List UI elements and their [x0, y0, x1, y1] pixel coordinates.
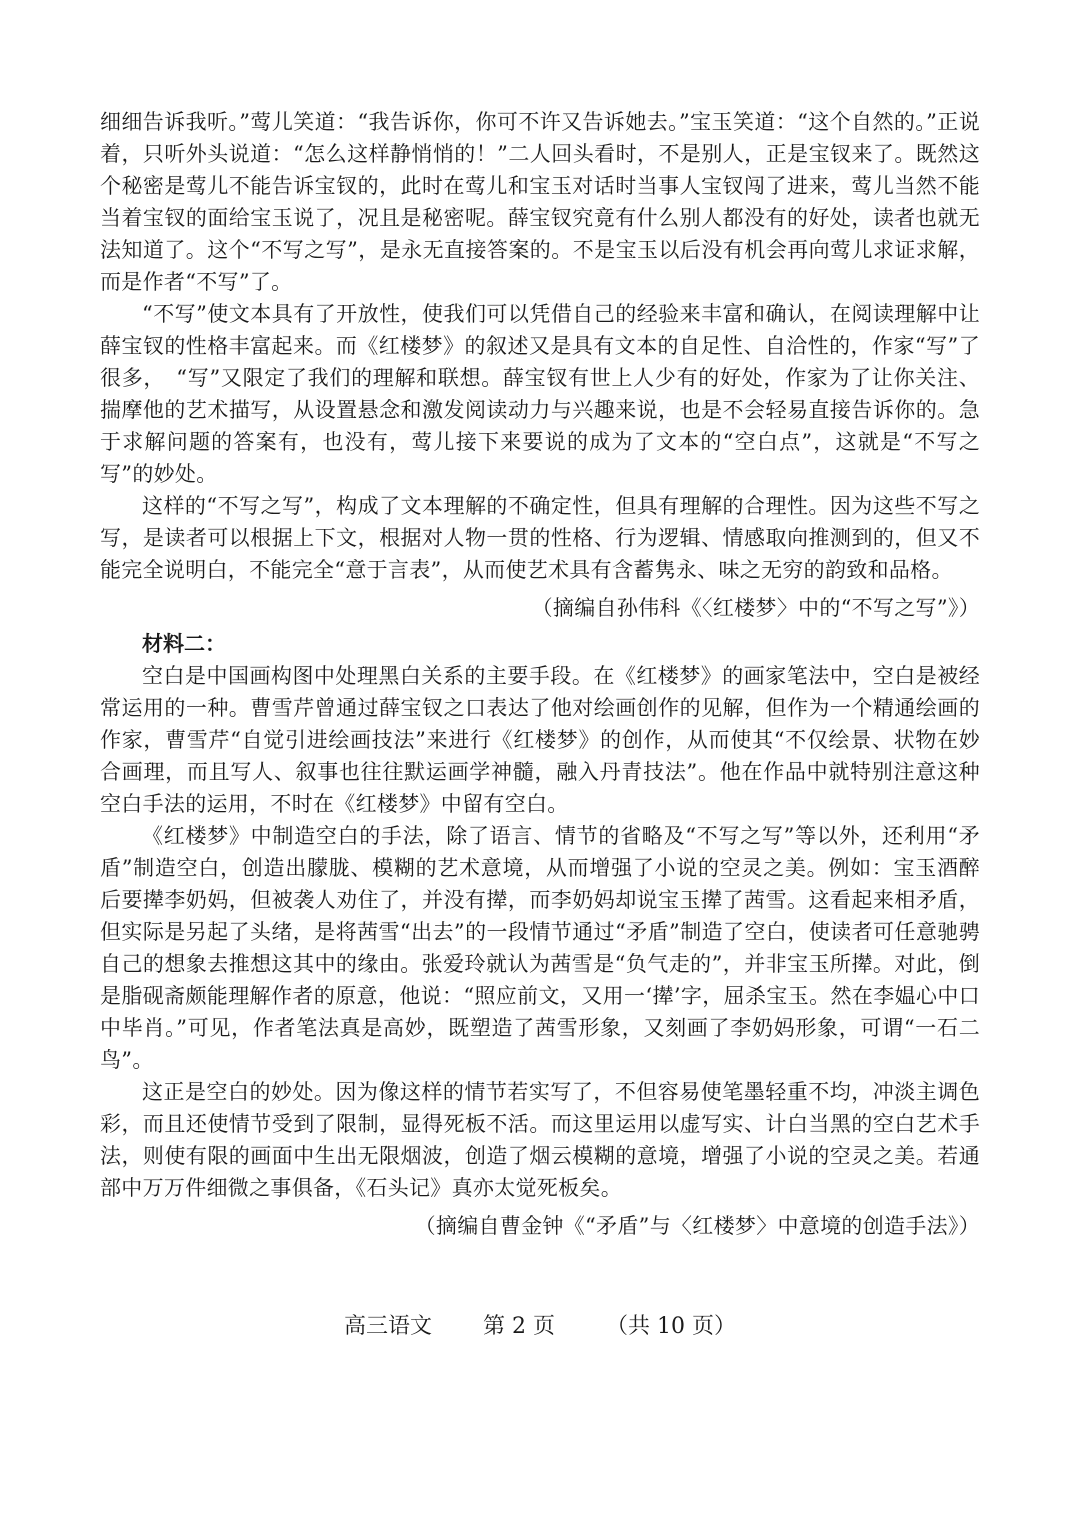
- section-heading: 材料二：: [142, 632, 226, 656]
- paragraph: 空白是中国画构图中处理黑白关系的主要手段。在《红楼梦》的画家笔法中，空白是被经常运用的一种。曹雪芹曾通过薛宝钗之口表达了他对绘画创作的见解，但作为一个精通绘画的作家，曹雪芹“自觉引进绘画技法”来进行《红楼梦》的创作，从而使其“不仅绘景、状物在妙合画理，而且写人、叙事也往往默运画学神髓，融入丹青技法”。他在作品中就特别注意这种空白手法的运用，不时在《红楼梦》中留有空白。: [100, 664, 980, 816]
- footer-page-number: 第 2 页: [483, 1314, 555, 1339]
- paragraph: 《红楼梦》中制造空白的手法，除了语言、情节的省略及“不写之写”等以外，还利用“矛盾”制造空白，创造出朦胧、模糊的艺术意境，从而增强了小说的空灵之美。例如：宝玉酒醉后要撵李奶妈，但被袭人劝住了，并没有撵，而李奶妈却说宝玉撵了茜雪。这看起来相矛盾，但实际是另起了头绪，是将茜雪“出去”的一段情节通过“矛盾”制造了空白，使读者可任意驰骋自己的想象去推想这其中的缘由。张爱玲就认为茜雪是“负气走的”，并非宝玉所撵。对此，倒是脂砚斋颇能理解作者的原意，他说：“照应前文，又用一‘撵’字，屈杀宝玉。然在李媪心中口中毕肖。”可见，作者笔法真是高妙，既塑造了茜雪形象，又刻画了李奶妈形象，可谓“一石二鸟”。: [100, 824, 980, 1072]
- source-citation: （摘编自孙伟科《〈红楼梦〉中的“不写之写”》）: [531, 596, 980, 620]
- page-footer: [0, 1312, 1080, 1342]
- source-citation: （摘编自曹金钟《“矛盾”与〈红楼梦〉中意境的创造手法》）: [414, 1214, 980, 1238]
- paragraph: 这样的“不写之写”，构成了文本理解的不确定性，但具有理解的合理性。因为这些不写之写，是读者可以根据上下文，根据对人物一贯的性格、行为逻辑、情感取向推测到的，但又不能完全说明白，不能完全“意于言表”，从而使艺术具有含蓄隽永、味之无穷的韵致和品格。: [100, 494, 980, 582]
- paragraph: 细细告诉我听。”莺儿笑道：“我告诉你，你可不许又告诉她去。”宝玉笑道：“这个自然的。”正说着，只听外头说道：“怎么这样静悄悄的！”二人回头看时，不是别人，正是宝钗来了。既然这个秘密是莺儿不能告诉宝钗的，此时在莺儿和宝玉对话时当事人宝钗闯了进来，莺儿当然不能当着宝钗的面给宝玉说了，况且是秘密呢。薛宝钗究竟有什么别人都没有的好处，读者也就无法知道了。这个“不写之写”，是永无直接答案的。不是宝玉以后没有机会再向莺儿求证求解，而是作者“不写”了。: [100, 110, 980, 294]
- page-content: [100, 106, 980, 1246]
- paragraph: 这正是空白的妙处。因为像这样的情节若实写了，不但容易使笔墨轻重不均，冲淡主调色彩，而且还使情节受到了限制，显得死板不活。而这里运用以虚写实、计白当黑的空白艺术手法，则使有限的画面中生出无限烟波，创造了烟云模糊的意境，增强了小说的空灵之美。若通部中万万件细微之事俱备，《石头记》真亦太觉死板矣。: [100, 1080, 980, 1200]
- paragraph: “不写”使文本具有了开放性，使我们可以凭借自己的经验来丰富和确认，在阅读理解中让薛宝钗的性格丰富起来。而《红楼梦》的叙述又是具有文本的自足性、自洽性的，作家“写”了很多， “写”又限定了我们的理解和联想。薛宝钗有世上人少有的好处，作家为了让你关注、揣摩他的艺术描写，从设置悬念和激发阅读动力与兴趣来说，也是不会轻易直接告诉你的。急于求解问题的答案有，也没有，莺儿接下来要说的成为了文本的“空白点”，这就是“不写之写”的妙处。: [100, 302, 980, 486]
- footer-total-pages: （共 10 页）: [606, 1314, 736, 1339]
- footer-subject: 高三语文: [344, 1314, 433, 1339]
- material-one-continued: [100, 106, 980, 624]
- material-two: [100, 628, 980, 1242]
